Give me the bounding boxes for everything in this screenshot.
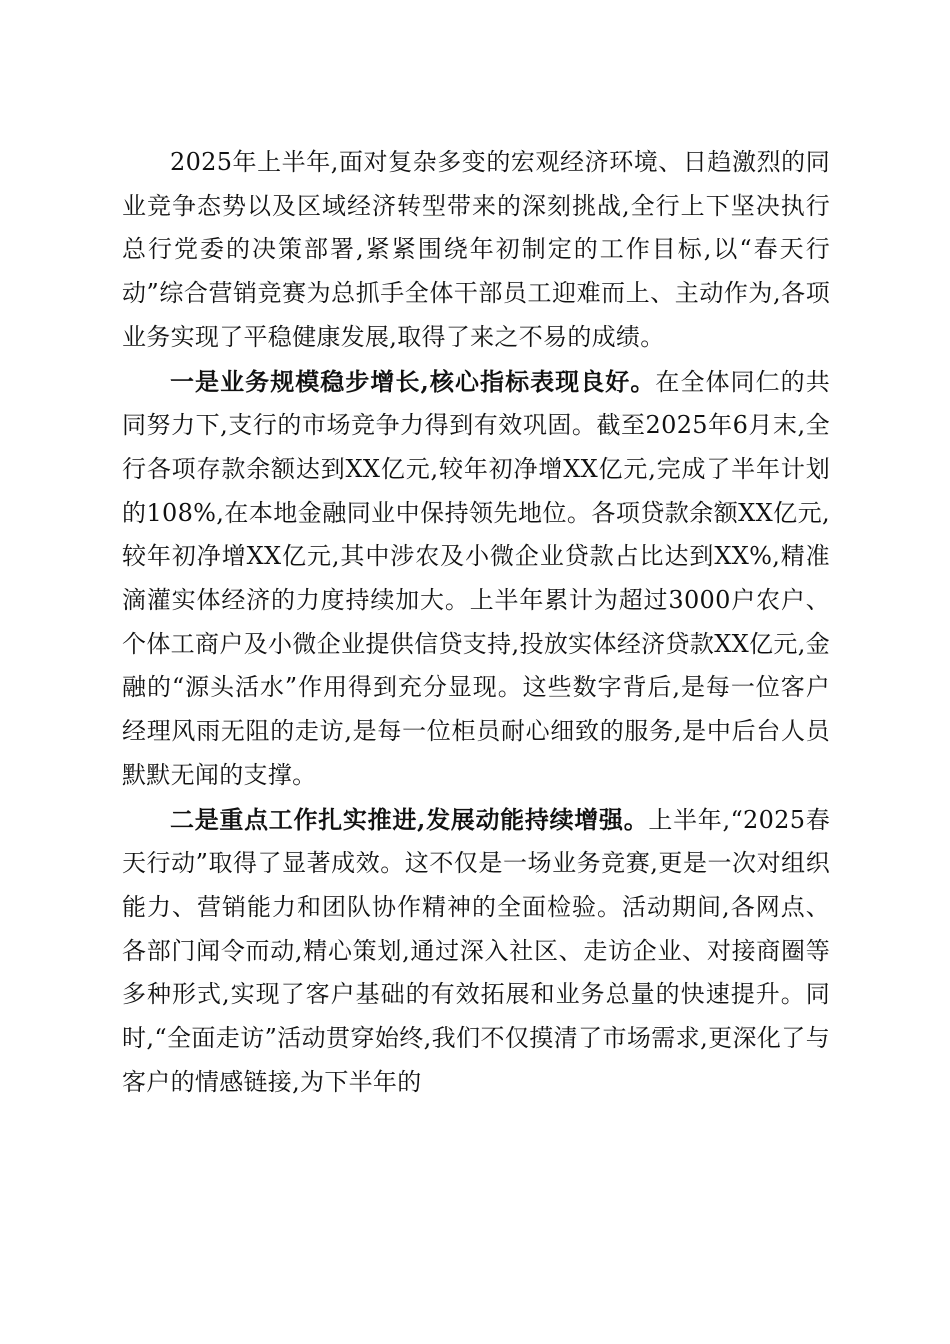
paragraph-key-work-heading: 二是重点工作扎实推进,发展动能持续增强。 xyxy=(170,804,649,834)
paragraph-intro-text: 2025年上半年,面对复杂多变的宏观经济环境、日趋激烈的同业竞争态势以及区域经济转型带来的深刻挑战,全行上下坚决执行总行党委的决策部署,紧紧围绕年初制定的工作目标,以“春天行动”综合营销竞赛为总抓手全体干部员工迎难而上、主动作为,各项业务实现了平稳健康发展,取得了来之不易的成绩。 xyxy=(122,148,830,351)
paragraph-business-scale-heading: 一是业务规模稳步增长,核心指标表现良好。 xyxy=(170,366,656,396)
document-body xyxy=(122,140,830,1104)
paragraph-key-work xyxy=(122,798,830,1105)
paragraph-intro xyxy=(122,140,830,360)
paragraph-key-work-text: 上半年,“2025春天行动”取得了显著成效。这不仅是一场业务竞赛,更是一次对组织能力、营销能力和团队协作精神的全面检验。活动期间,各网点、各部门闻令而动,精心策划,通过深入社区、走访企业、对接商圈等多种形式,实现了客户基础的有效拓展和业务总量的快速提升。同时,“全面走访”活动贯穿始终,我们不仅摸清了市场需求,更深化了与客户的情感链接,为下半年的 xyxy=(122,805,830,1096)
paragraph-business-scale-text: 在全体同仁的共同努力下,支行的市场竞争力得到有效巩固。截至2025年6月末,全行各项存款余额达到XX亿元,较年初净增XX亿元,完成了半年计划的108%,在本地金融同业中保持领先地位。各项贷款余额XX亿元,较年初净增XX亿元,其中涉农及小微企业贷款占比达到XX%,精准滴灌实体经济的力度持续加大。上半年累计为超过3000户农户、个体工商户及小微企业提供信贷支持,投放实体经济贷款XX亿元,金融的“源头活水”作用得到充分显现。这些数字背后,是每一位客户经理风雨无阻的走访,是每一位柜员耐心细致的服务,是中后台人员默默无闻的支撑。 xyxy=(122,367,830,789)
paragraph-business-scale xyxy=(122,360,830,798)
